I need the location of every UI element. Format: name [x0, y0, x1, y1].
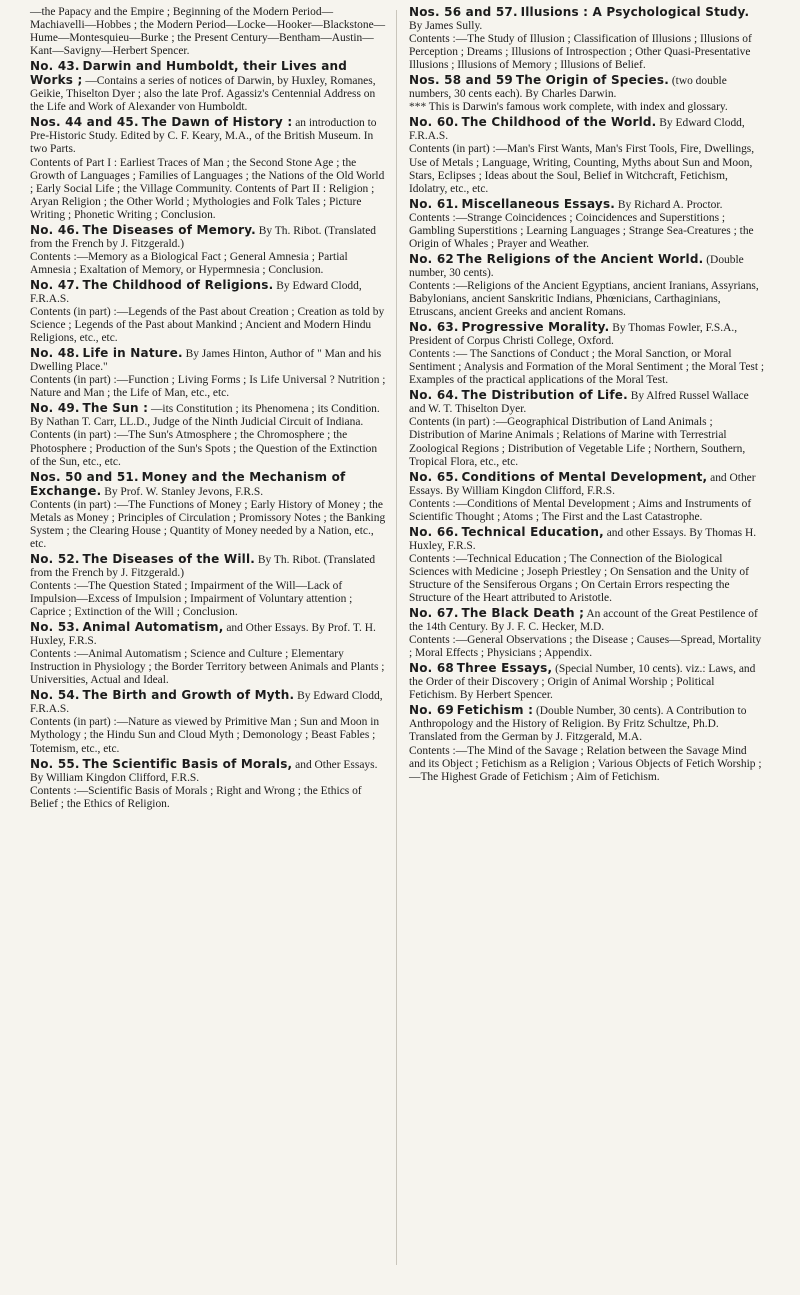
entry-title: Illusions : A Psychological Study. [520, 5, 750, 19]
catalogue-entry [409, 198, 765, 251]
entry-contents: Contents :—Strange Coincidences ; Coincidences and Superstitions ; Gambling Superstitions ; Learning Languages ; Strange Sea-Creatures ; the Origin of Whales ; Prayer and Weather. [409, 211, 754, 250]
entry-number: No. 55. [30, 756, 80, 771]
entry-description: —Contains a series of notices of Darwin, by Huxley, Romanes, Geikie, Thiselton Dyer ; also the late Prof. Agassiz's Centennial Address on the Life and Work of Alexander von Humboldt. [30, 75, 376, 114]
entry-heading [409, 471, 765, 498]
entry-title: Progressive Morality. [461, 320, 610, 335]
entry-heading [30, 224, 386, 251]
entry-description: By Thomas Fowler, F.S.A., President of Corpus Christi College, Oxford. [409, 322, 738, 348]
entry-description: By Alfred Russel Wallace and W. T. Thiselton Dyer. [409, 390, 749, 416]
entry-heading [30, 279, 386, 306]
entry-description: By Th. Ribot. (Translated from the French by J. Fitzgerald.) [30, 553, 376, 579]
catalogue-entry [409, 6, 765, 72]
entry-description: By Edward Clodd, F.R.A.S. [30, 279, 362, 305]
catalogue-entry [409, 662, 765, 702]
entry-number: No. 61. [409, 196, 459, 211]
catalogue-entry [30, 689, 386, 755]
entry-number: No. 54. [30, 688, 80, 703]
catalogue-entry [409, 321, 765, 387]
catalogue-entry [409, 704, 765, 783]
entry-number: No. 65. [409, 469, 459, 484]
catalogue-entry [409, 116, 765, 195]
entry-title: Miscellaneous Essays. [461, 196, 616, 211]
entry-heading [409, 662, 765, 702]
entry-title: Fetichism : [456, 703, 534, 718]
entry-title: Three Essays, [456, 661, 553, 676]
entry-heading [30, 553, 386, 580]
catalogue-entry [30, 471, 386, 551]
entry-title: Conditions of Mental Development, [461, 469, 708, 484]
entry-number: No. 46. [30, 222, 80, 237]
entry-title: Darwin and Humboldt, their Lives and Works ; [30, 59, 348, 88]
entry-heading [30, 621, 386, 648]
entry-number: No. 53. [30, 620, 80, 635]
entry-description: and Other Essays. By William Kingdon Clifford, F.R.S. [30, 758, 378, 784]
entry-contents: Contents :—Animal Automatism ; Science and Culture ; Elementary Instruction in Physiology ; the Border Territory between Animals and Plants ; Universities, Actual and Ideal. [30, 648, 385, 687]
catalogue-entry [30, 116, 386, 221]
entry-heading [30, 116, 386, 156]
entry-number: No. 60. [409, 115, 459, 130]
entry-number: Nos. 58 and 59 [409, 73, 513, 88]
entry-number: No. 62 [409, 251, 454, 266]
entry-number: Nos. 50 and 51. [30, 469, 139, 484]
entry-heading [409, 607, 765, 634]
entry-contents: Contents :—General Observations ; the Disease ; Causes—Spread, Mortality ; Moral Effects ; Physicians ; Appendix. [409, 634, 762, 660]
entry-title: The Scientific Basis of Morals, [82, 756, 293, 771]
entry-heading [409, 253, 765, 280]
entry-heading [30, 60, 386, 114]
entry-description: By Th. Ribot. (Translated from the French by J. Fitzgerald.) [30, 224, 377, 250]
entry-heading [409, 321, 765, 348]
entry-description: and Other Essays. By Prof. T. H. Huxley, F.R.S. [30, 622, 376, 648]
entry-contents: *** This is Darwin's famous work complete, with index and glossary. [409, 101, 728, 114]
catalogue-entry [30, 553, 386, 619]
entry-description: By Richard A. Proctor. [617, 198, 723, 211]
entry-title: The Origin of Species. [515, 73, 669, 88]
entry-contents: Contents (in part) :—Geographical Distribution of Land Animals ; Distribution of Marine Animals ; Relations of Marine with Terrestrial Zoological Regions ; Distribution of Vegetable Life ; Northern, Southern, Tropical Flora, etc., etc. [409, 416, 746, 468]
entry-contents: Contents (in part) :—The Functions of Money ; Early History of Money ; the Metals as Money ; Principles of Circulation ; Promissory Notes ; the Banking System ; the Clearing House ; Quantity of Money needed by a Nation, etc., etc. [30, 498, 386, 550]
entry-title: Money and the Mechanism of Exchange. [30, 469, 346, 498]
entry-contents: Contents (in part) :—Nature as viewed by Primitive Man ; Sun and Moon in Mythology ; the Hindu Sun and Cloud Myth ; Demonology ; Beast Fables ; Totemism, etc., etc. [30, 716, 380, 755]
catalogue-entry [30, 60, 386, 114]
entry-title: Animal Automatism, [82, 620, 224, 635]
entry-contents: Contents :—Memory as a Biological Fact ; General Amnesia ; Partial Amnesia ; Exaltation of Memory, or Hypermnesia ; Conclusion. [30, 250, 348, 276]
entry-title: The Religions of the Ancient World. [456, 251, 704, 266]
entry-description: By James Hinton, Author of " Man and his Dwelling Place." [30, 348, 382, 374]
entry-description: By James Sully. [409, 20, 483, 33]
entry-number: No. 48. [30, 346, 80, 361]
entry-heading [409, 6, 765, 33]
entry-contents: Contents :—The Mind of the Savage ; Relation between the Savage Mind and its Object ; Fetichism as a Religion ; Various Objects of Fetich Worship ;—The Highest Grade of Fetichism ; Aim of Fetichism. [409, 744, 762, 783]
entry-description: (two double numbers, 30 cents each). By Charles Darwin. [409, 75, 727, 101]
entry-number: No. 43. [30, 59, 80, 74]
entry-number: Nos. 56 and 57. [409, 5, 518, 19]
entry-contents: Contents :— The Sanctions of Conduct ; the Moral Sanction, or Moral Sentiment ; Analysis and Formation of the Moral Sentiment ; the Moral Test ; Examples of the practical applications of the Moral Test. [409, 348, 765, 387]
catalogue-entry [30, 224, 386, 277]
entry-description: and Other Essays. By William Kingdon Clifford, F.R.S. [409, 471, 756, 497]
catalogue-entry [30, 279, 386, 345]
entry-number: No. 63. [409, 320, 459, 335]
catalogue-entry [409, 253, 765, 319]
entry-description: By Edward Clodd, F.R.A.S. [409, 117, 745, 143]
entry-heading [30, 471, 386, 499]
entry-contents: Contents :—The Question Stated ; Impairment of the Will—Lack of Impulsion—Excess of Impulsion ; Impairment of Voluntary attention ; Caprice ; Extinction of the Will ; Conclusion. [30, 579, 353, 619]
catalogue-entry [409, 389, 765, 468]
entry-description: —its Constitution ; its Phenomena ; its Condition. By Nathan T. Carr, LL.D., Judge of the Ninth Judicial Circuit of Indiana. [30, 403, 380, 429]
entry-heading [30, 347, 386, 374]
entry-number: No. 49. [30, 401, 80, 416]
column-divider [396, 10, 397, 1265]
entry-number: No. 64. [409, 388, 459, 403]
entry-number: No. 67. [409, 606, 459, 621]
entry-title: Life in Nature. [82, 346, 183, 361]
entry-title: The Birth and Growth of Myth. [82, 688, 295, 703]
entry-number: Nos. 44 and 45. [30, 115, 139, 130]
right-column [409, 6, 765, 786]
catalogue-entry [409, 607, 765, 660]
entry-number: No. 68 [409, 661, 454, 676]
entry-contents: Contents (in part) :—Legends of the Past about Creation ; Creation as told by Science ; Legends of the Past about Mankind ; Ancient and Modern Hindu Religions, etc., etc. [30, 306, 385, 345]
entry-title: The Black Death ; [461, 606, 585, 621]
catalogue-entry [30, 347, 386, 400]
entry-number: No. 47. [30, 277, 80, 292]
entry-heading [30, 689, 386, 716]
entry-description: (Special Number, 10 cents). viz.: Laws, and the Order of their Discovery ; Origin of Animal Worship ; Political Fetichism. By Herbert Spencer. [409, 663, 756, 702]
catalogue-entry [30, 758, 386, 811]
entry-contents: Contents :—Technical Education ; The Connection of the Biological Sciences with Medicine ; Joseph Priestley ; On Sensation and the Unity of Structure of the Sensiferous Organs ; On Certain Errors respecting the Structure of the Heart attributed to Aristotle. [409, 552, 749, 605]
entry-number: No. 52. [30, 551, 80, 566]
entry-description: (Double number, 30 cents). [409, 253, 744, 279]
entry-description: By Edward Clodd, F.R.A.S. [30, 690, 383, 716]
entry-title: The Diseases of Memory. [82, 222, 256, 237]
entry-number: No. 69 [409, 703, 454, 718]
catalogue-entry [30, 402, 386, 468]
catalogue-entry [409, 471, 765, 524]
entry-contents: Contents :—Religions of the Ancient Egyptians, ancient Iranians, Assyrians, Babylonians, ancient Sanskritic Indians, Phœnicians, Carthaginians, Etruscans, ancient Greeks and ancient Romans. [409, 279, 759, 319]
entry-description: and other Essays. By Thomas H. Huxley, F.R.S. [409, 526, 757, 552]
entry-heading [409, 74, 765, 101]
catalogue-entry [30, 6, 386, 58]
entry-heading [30, 758, 386, 785]
entry-heading [409, 704, 765, 744]
continued-text: —the Papacy and the Empire ; Beginning of the Modern Period—Machiavelli—Hobbes ; the Modern Period—Locke—Hooker—Blackstone—Hume—Montesquieu—Burke ; the Present Century—Bentham—Austin—Kant—Savigny—Herbert Spencer. [30, 6, 386, 58]
entry-title: Technical Education, [461, 524, 604, 539]
entry-contents: Contents (in part) :—Function ; Living Forms ; Is Life Universal ? Nutrition ; Nature and Man ; the Life of Man, etc., etc. [30, 374, 386, 400]
entry-title: The Sun : [82, 401, 149, 416]
entry-title: The Distribution of Life. [461, 388, 628, 403]
entry-heading [409, 389, 765, 416]
entry-contents: Contents :—Conditions of Mental Development ; Aims and Instruments of Scientific Thought ; Atoms ; The First and the Last Catastrophe. [409, 497, 752, 523]
entry-title: The Diseases of the Will. [82, 551, 256, 566]
entry-contents: Contents (in part) :—The Sun's Atmosphere ; the Chromosphere ; the Photosphere ; Production of the Sun's Spots ; the Question of the Extinction of the Sun, etc., etc. [30, 429, 378, 468]
entry-contents: Contents :—The Study of Illusion ; Classification of Illusions ; Illusions of Perception ; Dreams ; Illusions of Introspection ; Other Quasi-Presentative Illusions ; Illusions of Memory ; Illusions of Belief. [409, 33, 752, 72]
entry-description: an introduction to Pre-Historic Study. Edited by C. F. Keary, M.A., of the British Museum. In two Parts. [30, 117, 377, 156]
entry-heading [409, 526, 765, 553]
entry-contents: Contents of Part I : Earliest Traces of Man ; the Second Stone Age ; the Growth of Languages ; Families of Languages ; the Nations of the Old World ; Early Social Life ; the Village Community. Contents of Part II : Religion ; Aryan Religion ; the Other World ; Mythologies and Folk Tales ; Picture Writing ; Phonetic Writing ; Conclusion. [30, 156, 385, 221]
catalogue-entry [30, 621, 386, 687]
entry-number: No. 66. [409, 524, 459, 539]
entry-heading [409, 116, 765, 143]
entry-title: The Dawn of History : [141, 115, 293, 130]
entry-contents: Contents :—Scientific Basis of Morals ; Right and Wrong ; the Ethics of Belief ; the Ethics of Religion. [30, 784, 362, 810]
left-column [30, 6, 386, 813]
entry-heading [30, 402, 386, 429]
entry-title: The Childhood of the World. [461, 115, 657, 130]
entry-heading [409, 198, 765, 212]
entry-contents: Contents (in part) :—Man's First Wants, Man's First Tools, Fire, Dwellings, Use of Metals ; Language, Writing, Counting, Myths about Sun and Moon, Stars, Eclipses ; Ideas about the Soul, Belief in Witchcraft, Fetichism, Idolatry, etc., etc. [409, 143, 755, 195]
entry-title: The Childhood of Religions. [82, 277, 274, 292]
catalogue-entry [409, 74, 765, 114]
entry-description: By Prof. W. Stanley Jevons, F.R.S. [104, 485, 264, 498]
catalogue-entry [409, 526, 765, 605]
entry-description: (Double Number, 30 cents). A Contribution to Anthropology and the History of Religion. By Fritz Schultze, Ph.D. Translated from the German by J. Fitzgerald, M.A. [409, 705, 747, 744]
entry-description: An account of the Great Pestilence of the 14th Century. By J. F. C. Hecker, M.D. [409, 608, 758, 634]
